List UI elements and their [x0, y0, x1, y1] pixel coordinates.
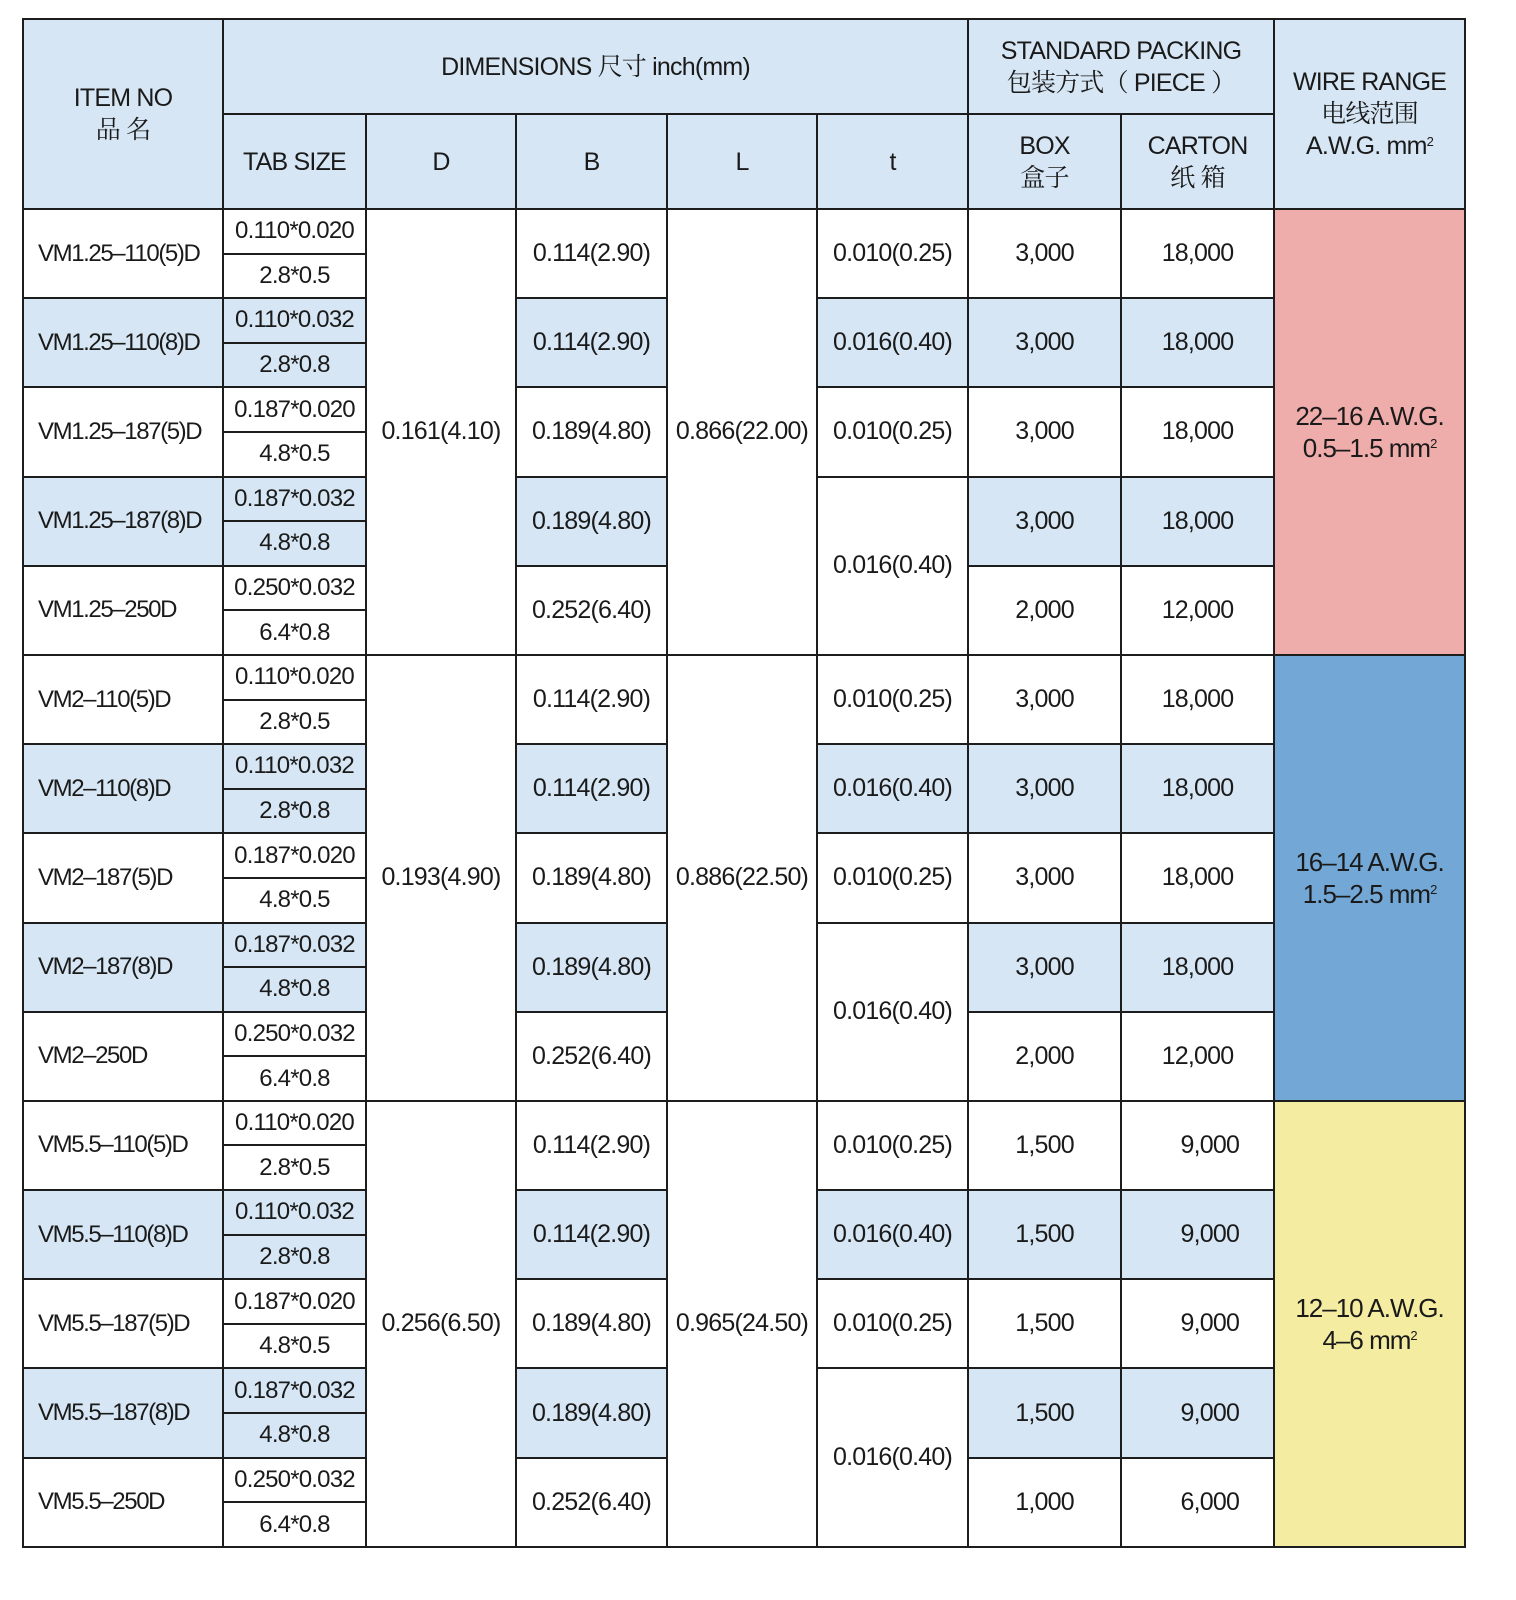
box-cell: 1,500	[968, 1368, 1121, 1457]
item-no-cell: VM2–250D	[23, 1012, 223, 1101]
box-cell: 1,000	[968, 1458, 1121, 1547]
tab-size-inch: 0.110*0.020	[223, 655, 366, 700]
box-cell: 3,000	[968, 209, 1121, 298]
t-cell: 0.016(0.40)	[817, 477, 968, 655]
header-item-no-label: ITEM NO	[73, 84, 173, 112]
header-wire-range-unit-sup: 2	[1426, 134, 1434, 149]
tab-size-inch: 0.187*0.032	[223, 477, 366, 522]
item-no-cell: VM2–110(8)D	[23, 744, 223, 833]
b-cell: 0.189(4.80)	[516, 1279, 667, 1368]
table-body	[23, 209, 1465, 1547]
tab-size-inch: 0.250*0.032	[223, 566, 366, 611]
header-b: B	[516, 114, 667, 209]
header-wire-range-unit	[1275, 130, 1464, 162]
item-no-cell: VM5.5–110(8)D	[23, 1190, 223, 1279]
header-t: t	[817, 114, 968, 209]
header-dimensions: DIMENSIONS 尺寸 inch(mm)	[223, 19, 968, 114]
b-cell: 0.189(4.80)	[516, 923, 667, 1012]
box-cell: 3,000	[968, 387, 1121, 476]
tab-size-mm: 4.8*0.8	[223, 1413, 366, 1458]
b-cell: 0.252(6.40)	[516, 1458, 667, 1547]
b-cell: 0.114(2.90)	[516, 1190, 667, 1279]
header-standard-packing-label: STANDARD PACKING	[1000, 36, 1242, 65]
item-no-cell: VM1.25–250D	[23, 566, 223, 655]
t-cell: 0.010(0.25)	[817, 833, 968, 922]
wire-range-mm-text: 0.5–1.5 mm	[1302, 432, 1431, 463]
header-wire-range	[1274, 19, 1465, 209]
b-cell: 0.252(6.40)	[516, 566, 667, 655]
l-cell: 0.886(22.50)	[667, 655, 817, 1101]
spec-table	[22, 18, 1466, 1548]
box-cell: 2,000	[968, 1012, 1121, 1101]
tab-size-inch: 0.187*0.032	[223, 1368, 366, 1413]
carton-cell: 18,000	[1121, 744, 1274, 833]
box-cell: 3,000	[968, 744, 1121, 833]
box-cell: 3,000	[968, 298, 1121, 387]
item-no-cell: VM2–110(5)D	[23, 655, 223, 744]
tab-size-inch: 0.187*0.020	[223, 1279, 366, 1324]
wire-range-mm-sup: 2	[1410, 1327, 1417, 1343]
carton-cell: 6,000	[1121, 1458, 1274, 1547]
carton-cell: 12,000	[1121, 1012, 1274, 1101]
box-cell: 3,000	[968, 477, 1121, 566]
header-box-label: BOX	[1019, 131, 1070, 160]
header-wire-range-label: WIRE RANGE	[1292, 68, 1447, 96]
b-cell: 0.252(6.40)	[516, 1012, 667, 1101]
tab-size-mm: 2.8*0.5	[223, 254, 366, 299]
tab-size-mm: 4.8*0.5	[223, 1324, 366, 1369]
item-no-cell: VM1.25–187(5)D	[23, 387, 223, 476]
wire-range-awg: 12–10 A.W.G.	[1295, 1292, 1444, 1323]
table-row	[23, 1101, 1465, 1146]
tab-size-inch: 0.250*0.032	[223, 1458, 366, 1503]
t-cell: 0.010(0.25)	[817, 209, 968, 298]
b-cell: 0.114(2.90)	[516, 744, 667, 833]
tab-size-inch: 0.187*0.020	[223, 387, 366, 432]
b-cell: 0.114(2.90)	[516, 655, 667, 744]
tab-size-inch: 0.187*0.020	[223, 833, 366, 878]
tab-size-mm: 4.8*0.5	[223, 878, 366, 923]
table-row	[23, 655, 1465, 700]
l-cell: 0.965(24.50)	[667, 1101, 817, 1547]
item-no-cell: VM2–187(5)D	[23, 833, 223, 922]
wire-range-mm-sup: 2	[1430, 435, 1437, 451]
t-cell: 0.010(0.25)	[817, 1279, 968, 1368]
b-cell: 0.189(4.80)	[516, 1368, 667, 1457]
tab-size-mm: 2.8*0.5	[223, 1145, 366, 1190]
b-cell: 0.114(2.90)	[516, 1101, 667, 1190]
t-cell: 0.016(0.40)	[817, 1190, 968, 1279]
tab-size-mm: 6.4*0.8	[223, 1502, 366, 1547]
table-header	[23, 19, 1465, 209]
header-wire-range-cn: 电线范围	[1321, 100, 1418, 128]
tab-size-inch: 0.110*0.020	[223, 1101, 366, 1146]
box-cell: 1,500	[968, 1190, 1121, 1279]
tab-size-mm: 2.8*0.8	[223, 343, 366, 388]
tab-size-mm: 2.8*0.8	[223, 1235, 366, 1280]
d-cell: 0.256(6.50)	[366, 1101, 516, 1547]
wire-range-awg: 16–14 A.W.G.	[1295, 846, 1444, 877]
item-no-cell: VM1.25–187(8)D	[23, 477, 223, 566]
wire-range-mm-text: 1.5–2.5 mm	[1302, 878, 1431, 909]
carton-cell: 9,000	[1121, 1279, 1274, 1368]
carton-cell: 12,000	[1121, 566, 1274, 655]
header-box-cn: 盒子	[1020, 163, 1069, 192]
box-cell: 3,000	[968, 833, 1121, 922]
tab-size-mm: 4.8*0.8	[223, 521, 366, 566]
t-cell: 0.010(0.25)	[817, 655, 968, 744]
header-box	[968, 114, 1121, 209]
tab-size-mm: 4.8*0.8	[223, 967, 366, 1012]
wire-range-cell	[1274, 655, 1465, 1101]
wire-range-mm	[1275, 878, 1464, 910]
tab-size-inch: 0.110*0.020	[223, 209, 366, 254]
t-cell: 0.016(0.40)	[817, 923, 968, 1101]
tab-size-mm: 4.8*0.5	[223, 432, 366, 477]
d-cell: 0.161(4.10)	[366, 209, 516, 655]
item-no-cell: VM1.25–110(5)D	[23, 209, 223, 298]
item-no-cell: VM1.25–110(8)D	[23, 298, 223, 387]
carton-cell: 18,000	[1121, 298, 1274, 387]
tab-size-inch: 0.187*0.032	[223, 923, 366, 968]
header-standard-packing	[968, 19, 1274, 114]
tab-size-inch: 0.110*0.032	[223, 1190, 366, 1235]
carton-cell: 18,000	[1121, 387, 1274, 476]
carton-cell: 18,000	[1121, 833, 1274, 922]
wire-range-awg: 22–16 A.W.G.	[1295, 400, 1444, 431]
b-cell: 0.189(4.80)	[516, 833, 667, 922]
carton-cell: 18,000	[1121, 209, 1274, 298]
item-no-cell: VM5.5–187(8)D	[23, 1368, 223, 1457]
header-l: L	[667, 114, 817, 209]
header-carton	[1121, 114, 1274, 209]
b-cell: 0.114(2.90)	[516, 209, 667, 298]
t-cell: 0.016(0.40)	[817, 744, 968, 833]
header-carton-label: CARTON	[1147, 131, 1248, 160]
item-no-cell: VM2–187(8)D	[23, 923, 223, 1012]
box-cell: 2,000	[968, 566, 1121, 655]
wire-range-cell	[1274, 209, 1465, 655]
tab-size-mm: 2.8*0.8	[223, 789, 366, 834]
wire-range-mm	[1275, 1324, 1464, 1356]
carton-cell: 18,000	[1121, 477, 1274, 566]
tab-size-inch: 0.250*0.032	[223, 1012, 366, 1057]
item-no-cell: VM5.5–250D	[23, 1458, 223, 1547]
b-cell: 0.114(2.90)	[516, 298, 667, 387]
t-cell: 0.016(0.40)	[817, 1368, 968, 1546]
tab-size-inch: 0.110*0.032	[223, 298, 366, 343]
l-cell: 0.866(22.00)	[667, 209, 817, 655]
wire-range-mm-sup: 2	[1430, 881, 1437, 897]
item-no-cell: VM5.5–110(5)D	[23, 1101, 223, 1190]
tab-size-mm: 6.4*0.8	[223, 610, 366, 655]
t-cell: 0.010(0.25)	[817, 1101, 968, 1190]
carton-cell: 9,000	[1121, 1368, 1274, 1457]
header-carton-cn: 纸 箱	[1170, 163, 1225, 192]
tab-size-inch: 0.110*0.032	[223, 744, 366, 789]
d-cell: 0.193(4.90)	[366, 655, 516, 1101]
box-cell: 3,000	[968, 923, 1121, 1012]
item-no-cell: VM5.5–187(5)D	[23, 1279, 223, 1368]
tab-size-mm: 6.4*0.8	[223, 1056, 366, 1101]
box-cell: 3,000	[968, 655, 1121, 744]
carton-cell: 18,000	[1121, 655, 1274, 744]
header-item-no-cn: 品 名	[95, 116, 151, 144]
header-standard-packing-cn: 包装方式（ PIECE ）	[1006, 68, 1236, 97]
header-tab-size: TAB SIZE	[223, 114, 366, 209]
header-wire-range-unit-text: A.W.G. mm	[1306, 132, 1427, 160]
carton-cell: 9,000	[1121, 1101, 1274, 1190]
t-cell: 0.016(0.40)	[817, 298, 968, 387]
box-cell: 1,500	[968, 1279, 1121, 1368]
carton-cell: 18,000	[1121, 923, 1274, 1012]
header-d: D	[366, 114, 516, 209]
t-cell: 0.010(0.25)	[817, 387, 968, 476]
tab-size-mm: 2.8*0.5	[223, 700, 366, 745]
wire-range-cell	[1274, 1101, 1465, 1547]
carton-cell: 9,000	[1121, 1190, 1274, 1279]
b-cell: 0.189(4.80)	[516, 387, 667, 476]
b-cell: 0.189(4.80)	[516, 477, 667, 566]
wire-range-mm-text: 4–6 mm	[1322, 1324, 1411, 1355]
wire-range-mm	[1275, 432, 1464, 464]
table-row	[23, 209, 1465, 254]
box-cell: 1,500	[968, 1101, 1121, 1190]
header-item-no	[23, 19, 223, 209]
